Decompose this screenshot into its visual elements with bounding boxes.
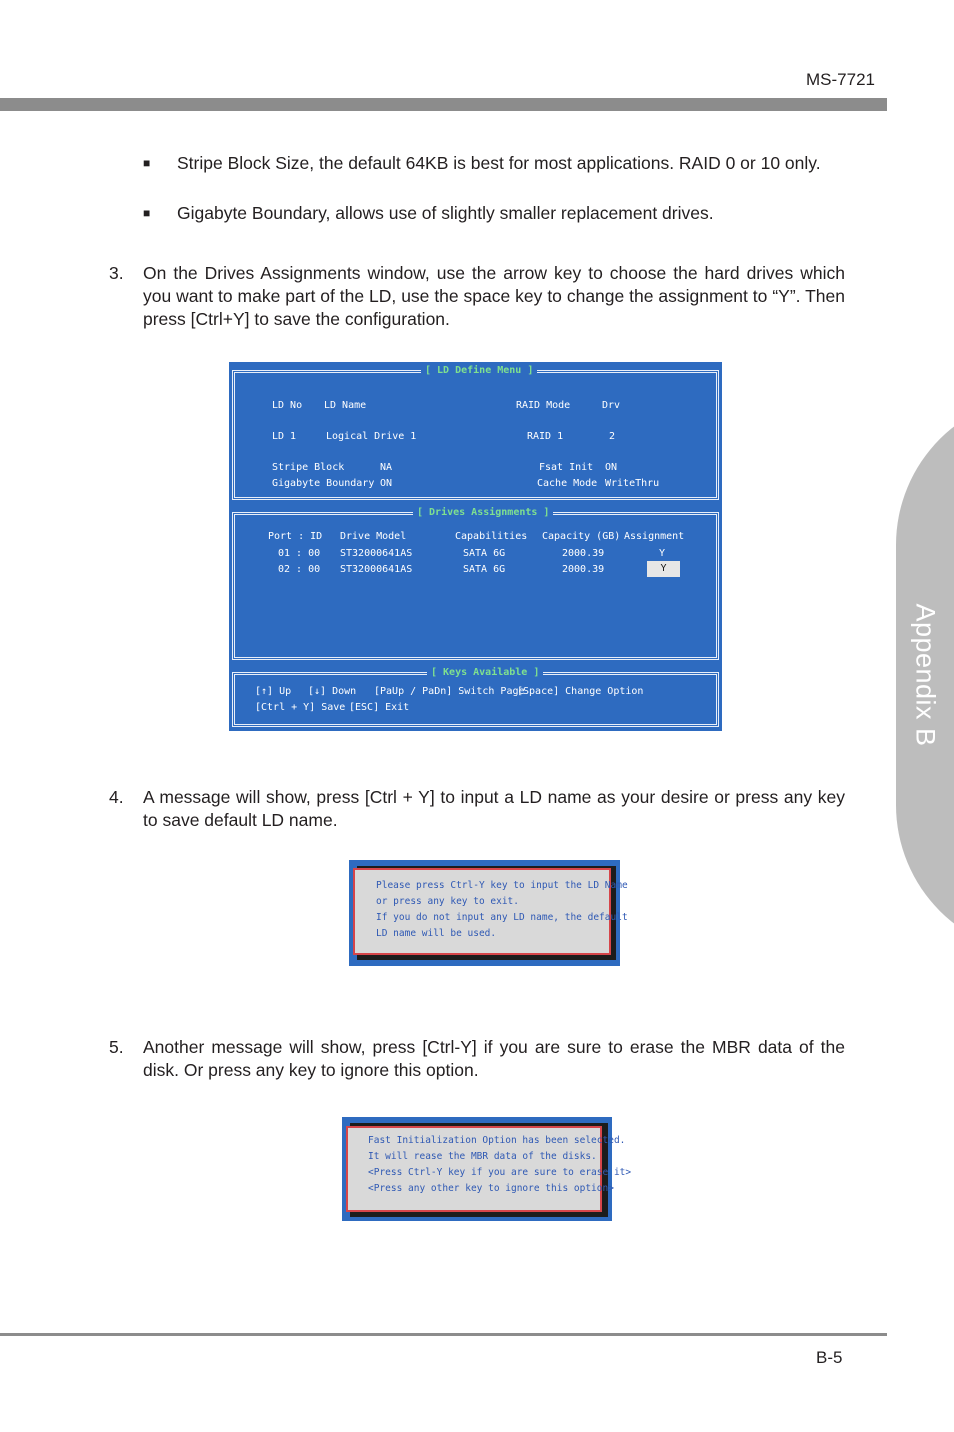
dialog-line: or press any key to exit. xyxy=(376,896,519,907)
drive-row-capabilities: SATA 6G xyxy=(463,548,506,559)
port-id-header: Port : ID xyxy=(268,531,323,542)
drive-row-capabilities: SATA 6G xyxy=(463,564,506,575)
dialog-line: <Press any other key to ignore this option> xyxy=(368,1183,614,1194)
drive-row-assignment[interactable]: Y xyxy=(659,548,666,559)
key-save: [Ctrl + Y] Save xyxy=(255,702,346,713)
keys-available-title: [ Keys Available ] xyxy=(427,667,543,678)
dialog-line: <Press Ctrl-Y key if you are sure to erase it> xyxy=(368,1167,632,1178)
drive-row-model: ST32000641AS xyxy=(340,548,413,559)
step-number: 3. xyxy=(109,263,124,283)
capacity-header: Capacity (GB) xyxy=(542,531,621,542)
gigabyte-boundary-value[interactable]: ON xyxy=(380,478,393,489)
raid-mode-value[interactable]: RAID 1 xyxy=(527,431,564,442)
drive-row-model: ST32000641AS xyxy=(340,564,413,575)
drive-row-port: 01 : 00 xyxy=(278,548,321,559)
dialog-line: It will rease the MBR data of the disks. xyxy=(368,1151,597,1162)
raid-mode-header: RAID Mode xyxy=(516,400,571,411)
bullet-square-icon: ■ xyxy=(143,156,151,170)
dialog-line: Fast Initialization Option has been selected. xyxy=(368,1135,626,1146)
key-switch-page: [PaUp / PaDn] Switch Page xyxy=(374,686,525,697)
ld-name-dialog xyxy=(349,860,628,966)
page-number: B-5 xyxy=(816,1348,843,1367)
keys-available-panel xyxy=(232,672,719,727)
bullet-stripe-block: Stripe Block Size, the default 64KB is best for most applications. RAID 0 or 10 only. xyxy=(177,153,821,173)
drive-row-capacity: 2000.39 xyxy=(562,548,605,559)
dialog-line: LD name will be used. xyxy=(376,928,497,939)
key-down: [↓] Down xyxy=(308,686,357,697)
fast-init-label: Fsat Init xyxy=(539,462,594,473)
key-up: [↑] Up xyxy=(255,686,292,697)
footer-rule xyxy=(0,1333,887,1336)
ld-no-header: LD No xyxy=(272,400,303,411)
step-5-text: Another message will show, press [Ctrl-Y] if you are sure to erase the MBR data of the disk. Or press any key to ignore this option. xyxy=(143,1037,845,1080)
step-number: 5. xyxy=(109,1037,124,1057)
gigabyte-boundary-label: Gigabyte Boundary xyxy=(272,478,375,489)
step-3-text: On the Drives Assignments window, use the arrow key to choose the hard drives which you want to make part of the LD, use the space key to change the assignment to “Y”. Then press [Ctrl+Y] to save the configuration. xyxy=(143,263,845,329)
ld-no-value: LD 1 xyxy=(272,431,297,442)
stripe-block-value[interactable]: NA xyxy=(380,462,393,473)
fast-init-value[interactable]: ON xyxy=(605,462,618,473)
bullet-square-icon: ■ xyxy=(143,206,151,220)
key-exit: [ESC] Exit xyxy=(349,702,410,713)
drv-value: 2 xyxy=(609,431,616,442)
drive-row-port: 02 : 00 xyxy=(278,564,321,575)
ld-define-title: [ LD Define Menu ] xyxy=(421,365,537,376)
step-number: 4. xyxy=(109,787,124,807)
header-bar xyxy=(0,98,887,111)
key-change-option: [Space] Change Option xyxy=(517,686,644,697)
bullet-gigabyte-boundary: Gigabyte Boundary, allows use of slightly smaller replacement drives. xyxy=(177,203,714,223)
step-4-text: A message will show, press [Ctrl + Y] to input a LD name as your desire or press any key to save default LD name. xyxy=(143,787,845,830)
ld-name-header: LD Name xyxy=(324,400,367,411)
raid-bios-screen xyxy=(229,362,722,731)
assignment-header: Assignment xyxy=(624,531,685,542)
drive-row-capacity: 2000.39 xyxy=(562,564,605,575)
stripe-block-label: Stripe Block xyxy=(272,462,345,473)
document-model-number: MS-7721 xyxy=(806,70,875,89)
drives-assignments-title: [ Drives Assignments ] xyxy=(413,507,553,518)
drv-header: Drv xyxy=(602,400,621,411)
cache-mode-value[interactable]: WriteThru xyxy=(605,478,660,489)
dialog-line: If you do not input any LD name, the default xyxy=(376,912,628,923)
fast-init-dialog xyxy=(342,1117,632,1221)
capabilities-header: Capabilities xyxy=(455,531,528,542)
ld-name-value[interactable]: Logical Drive 1 xyxy=(326,431,417,442)
appendix-side-tab-label: Appendix B xyxy=(910,603,941,747)
drive-row-assignment-selected[interactable]: Y xyxy=(647,561,680,577)
cache-mode-label: Cache Mode xyxy=(537,478,598,489)
dialog-line: Please press Ctrl-Y key to input the LD Name xyxy=(376,880,628,891)
drive-model-header: Drive Model xyxy=(340,531,407,542)
